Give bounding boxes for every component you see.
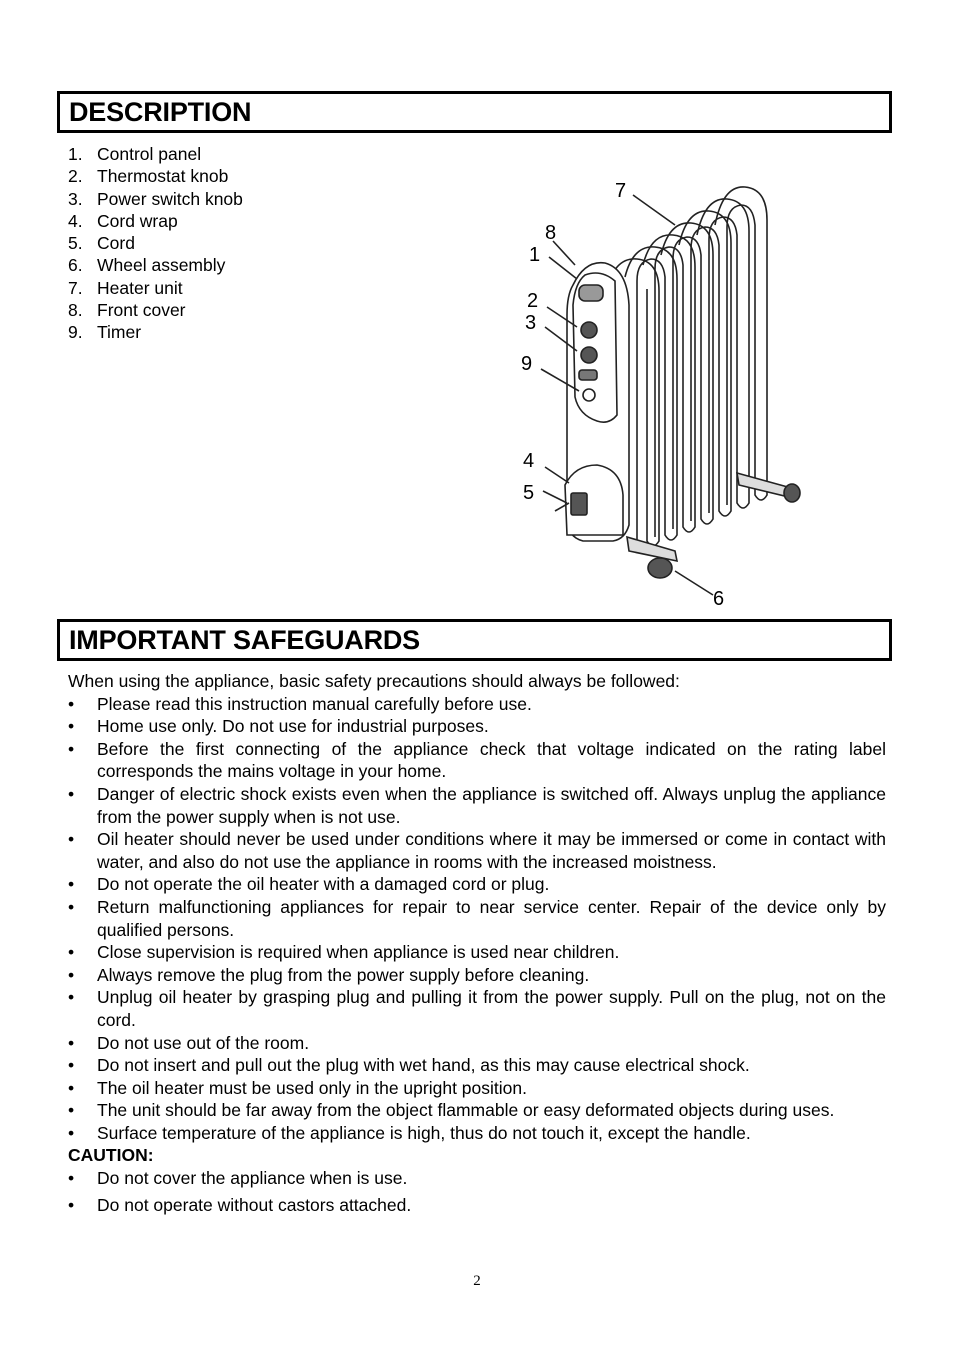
caution-label: CAUTION: — [68, 1145, 154, 1166]
caution-text: Do not operate without castors attached. — [97, 1194, 412, 1215]
callout-label: 8 — [545, 222, 557, 244]
part-item — [68, 165, 243, 187]
safeguard-text: Danger of electric shock exists even when the appliance is switched off. Always unplug the appliance from the power supply when is not use. — [97, 783, 886, 827]
bullet-icon: • — [68, 783, 75, 804]
safeguard-item — [68, 715, 886, 738]
safeguard-text: Home use only. Do not use for industrial purposes. — [97, 716, 489, 737]
bullet-icon: • — [68, 1168, 75, 1189]
part-item — [68, 254, 243, 276]
safeguard-item — [68, 986, 886, 1031]
part-item — [68, 321, 243, 343]
safeguard-text: Unplug oil heater by grasping plug and pulling it from the power supply. Pull on the plug, not on the cord. — [97, 987, 886, 1030]
part-number: 4. — [68, 210, 83, 231]
caution-text: Do not cover the appliance when is use. — [97, 1168, 408, 1189]
part-number: 8. — [68, 300, 83, 321]
callout-label: 6 — [713, 588, 725, 610]
part-label: Thermostat knob — [97, 166, 229, 187]
part-number: 1. — [68, 144, 83, 164]
safeguard-item — [68, 1054, 886, 1077]
bullet-icon: • — [68, 738, 75, 759]
caution-list — [68, 1167, 886, 1216]
bullet-icon: • — [68, 1194, 75, 1215]
bullet-icon: • — [68, 716, 75, 737]
callout-label: 3 — [525, 312, 537, 334]
bullet-icon: • — [68, 693, 75, 714]
bullet-icon: • — [68, 1077, 75, 1098]
safeguard-item — [68, 783, 886, 828]
safeguard-item — [68, 693, 886, 716]
bullet-icon: • — [68, 896, 75, 917]
safeguard-text: Surface temperature of the appliance is high, thus do not touch it, except the handle. — [97, 1122, 751, 1143]
part-item — [68, 188, 243, 210]
safeguard-text: Do not use out of the room. — [97, 1032, 310, 1053]
safeguard-item — [68, 941, 886, 964]
safeguard-text: Do not insert and pull out the plug with wet hand, as this may cause electrical shock. — [97, 1055, 750, 1076]
callout-label: 1 — [529, 244, 541, 266]
callout-label: 4 — [523, 450, 535, 472]
bullet-icon: • — [68, 1032, 75, 1053]
bullet-icon: • — [68, 829, 75, 850]
caution-item — [68, 1194, 886, 1217]
part-label: Wheel assembly — [97, 255, 226, 276]
safeguard-item — [68, 828, 886, 873]
safeguard-item — [68, 738, 886, 783]
part-number: 9. — [68, 322, 83, 343]
part-label: Cord wrap — [97, 210, 178, 231]
safeguard-item — [68, 1077, 886, 1100]
part-number: 2. — [68, 166, 83, 187]
callout-label: 9 — [521, 353, 533, 375]
caution-item — [68, 1167, 886, 1190]
safeguard-text: Return malfunctioning appliances for repair to near service center. Repair of the device only by qualified persons. — [97, 896, 886, 940]
safeguard-item — [68, 964, 886, 987]
part-number: 5. — [68, 233, 83, 254]
part-label: Front cover — [97, 300, 186, 321]
description-heading: DESCRIPTION — [57, 91, 892, 133]
part-number: 6. — [68, 255, 83, 276]
part-label: Heater unit — [97, 277, 183, 298]
safeguard-text: Oil heater should never be used under conditions where it may be immersed or come in contact with water, and also do not use the appliance in rooms with the increased moistness. — [97, 829, 886, 872]
parts-list — [68, 143, 243, 344]
part-number: 7. — [68, 277, 83, 298]
safeguard-text: The unit should be far away from the object flammable or easy deformated objects during uses. — [97, 1100, 835, 1121]
safeguards-intro: When using the appliance, basic safety precautions should always be followed: — [68, 671, 680, 691]
safeguard-item — [68, 873, 886, 896]
safeguard-text: The oil heater must be used only in the upright position. — [97, 1077, 527, 1098]
safeguard-text: Do not operate the oil heater with a damaged cord or plug. — [97, 874, 550, 895]
part-label: Power switch knob — [97, 188, 243, 209]
bullet-icon: • — [68, 964, 75, 985]
part-label: Timer — [97, 322, 142, 343]
part-label: Control panel — [97, 144, 202, 164]
safeguard-item — [68, 896, 886, 941]
part-item — [68, 299, 243, 321]
part-item — [68, 232, 243, 254]
safeguard-item — [68, 1032, 886, 1055]
safeguards-body — [68, 670, 886, 1216]
oil-heater-illustration — [505, 165, 805, 615]
page-number: 2 — [473, 1273, 481, 1289]
safeguard-text: Before the first connecting of the appliance check that voltage indicated on the rating label corresponds the mains voltage in your home. — [97, 738, 886, 782]
callout-label: 2 — [527, 290, 539, 312]
part-label: Cord — [97, 233, 135, 254]
callout-label: 7 — [615, 180, 627, 202]
bullet-icon: • — [68, 942, 75, 963]
safeguard-text: Please read this instruction manual carefully before use. — [97, 693, 532, 714]
safeguard-text: Always remove the plug from the power supply before cleaning. — [97, 964, 590, 985]
part-item — [68, 277, 243, 299]
safeguards-heading: IMPORTANT SAFEGUARDS — [57, 619, 892, 661]
safeguards-list — [68, 693, 886, 1145]
safeguard-item — [68, 1099, 886, 1122]
bullet-icon: • — [68, 1100, 75, 1121]
part-item — [68, 210, 243, 232]
part-number: 3. — [68, 188, 83, 209]
safeguard-text: Close supervision is required when appliance is used near children. — [97, 942, 620, 963]
bullet-icon: • — [68, 1122, 75, 1143]
part-item — [68, 143, 243, 165]
bullet-icon: • — [68, 987, 75, 1008]
bullet-icon: • — [68, 1055, 75, 1076]
callout-label: 5 — [523, 482, 535, 504]
bullet-icon: • — [68, 874, 75, 895]
safeguard-item — [68, 1122, 886, 1145]
